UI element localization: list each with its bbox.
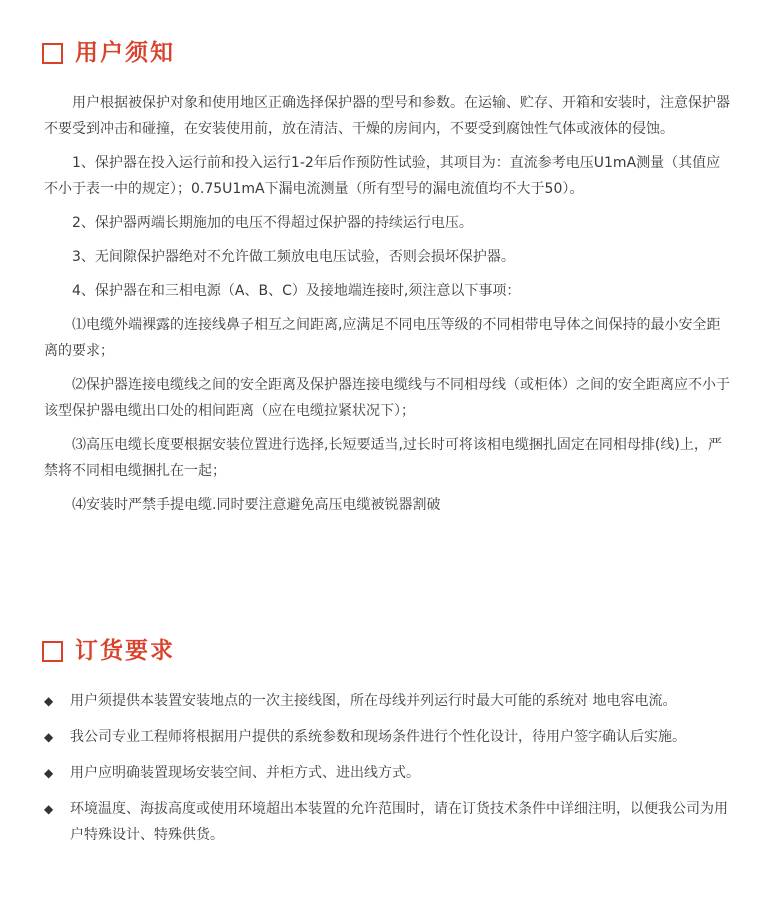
title-square-icon — [42, 43, 63, 64]
notice-subitem-4: ⑷安装时严禁手提电缆.同时要注意避免高压电缆被锐器割破 — [72, 497, 441, 513]
diamond-bullet-icon: ◆ — [44, 802, 54, 816]
section-title-user-notice — [42, 38, 175, 68]
notice-item-1: 1、保护器在投入运行前和投入运行1-2年后作预防性试验，其项目为：直流参考电压U1mA测量（其值应不小于表一中的规定）；0.75U1mA下漏电流测量（所有型号的漏电流值均不大于50）。 — [44, 155, 721, 197]
list-item-text: 用户应明确装置现场安装空间、并柜方式、进出线方式。 — [70, 765, 420, 781]
list-item — [44, 724, 734, 750]
user-notice-content — [44, 90, 734, 518]
section-title-text: 订货要求 — [75, 638, 175, 664]
diamond-bullet-icon: ◆ — [44, 766, 54, 780]
title-square-icon — [42, 641, 63, 662]
list-item — [44, 796, 734, 848]
notice-item-2: 2、保护器两端长期施加的电压不得超过保护器的持续运行电压。 — [72, 215, 473, 231]
notice-item-4: 4、保护器在和三相电源（A、B、C）及接地端连接时,须注意以下事项： — [72, 283, 521, 299]
list-item — [44, 688, 734, 714]
intro-paragraph: 用户根据被保护对象和使用地区正确选择保护器的型号和参数。在运输、贮存、开箱和安装时，注意保护器不要受到冲击和碰撞，在安装使用前，放在清洁、干燥的房间内，不要受到腐蚀性气体或液体的侵蚀。 — [44, 95, 730, 137]
list-item — [44, 760, 734, 786]
notice-item-3: 3、无间隙保护器绝对不允许做工频放电电压试验，否则会损坏保护器。 — [72, 249, 515, 265]
list-item-text: 环境温度、海拔高度或使用环境超出本装置的允许范围时，请在订货技术条件中详细注明，以便我公司为用户特殊设计、特殊供货。 — [70, 801, 728, 843]
list-item-text: 我公司专业工程师将根据用户提供的系统参数和现场条件进行个性化设计，待用户签字确认后实施。 — [70, 729, 686, 745]
notice-subitem-1: ⑴电缆外端裸露的连接线鼻子相互之间距离,应满足不同电压等级的不同相带电导体之间保持的最小安全距离的要求； — [44, 317, 721, 359]
diamond-bullet-icon: ◆ — [44, 730, 54, 744]
notice-subitem-2: ⑵保护器连接电缆线之间的安全距离及保护器连接电缆线与不同相母线（或柜体）之间的安全距离应不小于该型保护器电缆出口处的相间距离（应在电缆拉紧状况下）； — [44, 377, 730, 419]
list-item-text: 用户须提供本装置安装地点的一次主接线图，所在母线并列运行时最大可能的系统对 地电容电流。 — [70, 693, 677, 709]
section-title-order-requirements — [42, 636, 175, 666]
notice-subitem-3: ⑶高压电缆长度要根据安装位置进行选择,长短要适当,过长时可将该相电缆捆扎固定在同相母排(线)上，严禁将不同相电缆捆扎在一起； — [44, 437, 722, 479]
diamond-bullet-icon: ◆ — [44, 694, 54, 708]
section-title-text: 用户须知 — [75, 40, 175, 66]
order-requirements-list — [44, 688, 734, 858]
